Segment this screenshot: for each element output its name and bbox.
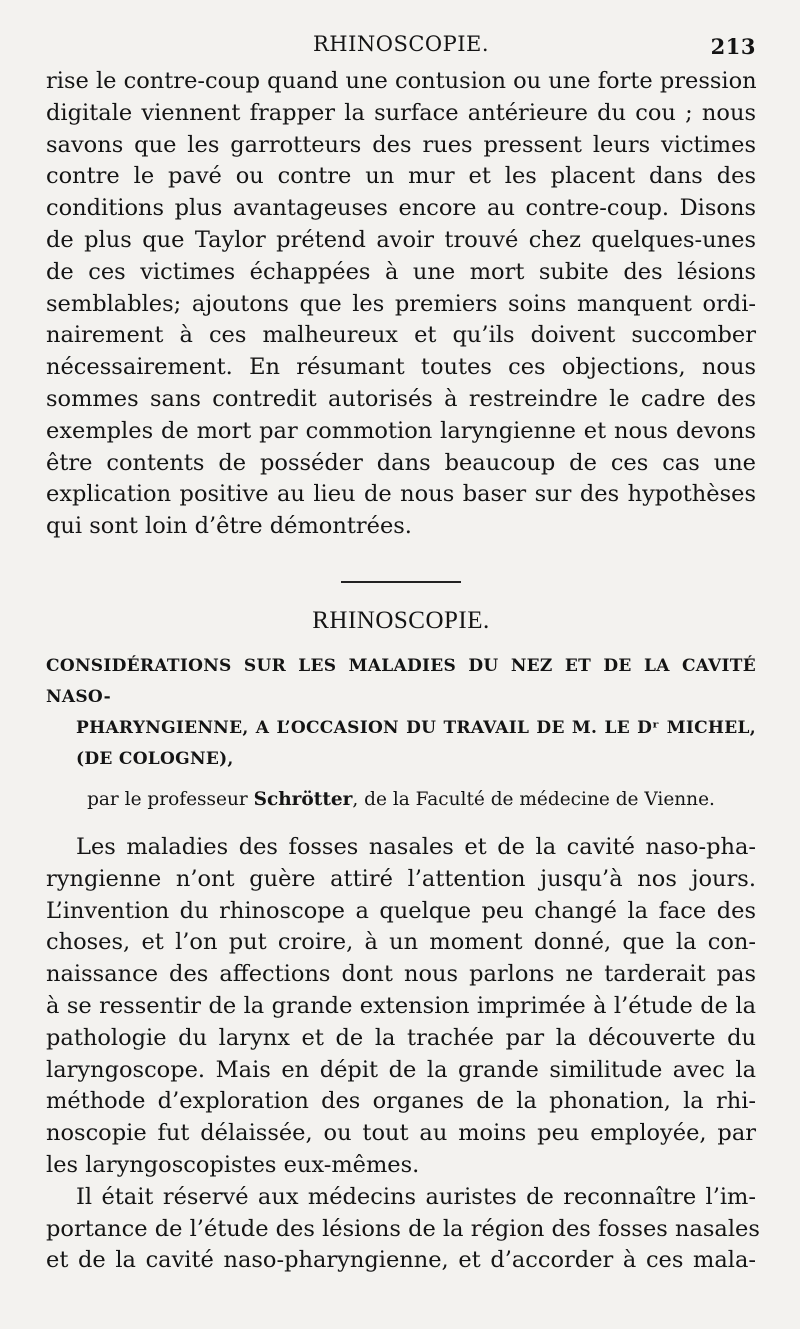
text-line: les laryngoscopistes eux-mêmes.: [46, 1151, 420, 1178]
text-line: explication positive au lieu de nous baser sur des hypothèses: [46, 481, 756, 508]
paragraph-continued: [46, 66, 756, 543]
text-line: Les maladies des fosses nasales et de la cavité naso-pha-: [76, 833, 756, 860]
subtitle-line: CONSIDÉRATIONS SUR LES MALADIES DU NEZ ET DE LA CAVITÉ NASO-: [46, 655, 756, 707]
paragraph: [46, 832, 756, 1182]
text-line: à se ressentir de la grande extension imprimée à l’étude de la: [46, 992, 756, 1019]
text-line: portance de l’étude des lésions de la région des fosses nasales: [46, 1215, 760, 1242]
text-line: de ces victimes échappées à une mort subite des lésions: [46, 258, 756, 285]
text-line: exemples de mort par commotion laryngienne et nous devons: [46, 417, 756, 444]
byline-prefix: par le professeur: [87, 788, 248, 810]
text-line: contre le pavé ou contre un mur et les placent dans des: [46, 163, 756, 190]
paragraph: [46, 1182, 760, 1277]
text-line: qui sont loin d’être démontrées.: [46, 513, 412, 540]
subtitle-line: PHARYNGIENNE, A L’OCCASION DU TRAVAIL DE M. LE Dʳ MICHEL,: [76, 717, 756, 738]
text-line: naissance des affections dont nous parlons ne tarderait pas: [46, 961, 756, 988]
text-line: semblables; ajoutons que les premiers soins manquent ordi-: [46, 290, 756, 317]
running-header: [46, 30, 756, 66]
text-line: savons que les garrotteurs des rues pressent leurs victimes: [46, 131, 756, 158]
section-title: RHINOSCOPIE.: [312, 606, 490, 634]
text-line: sommes sans contredit autorisés à restreindre le cadre des: [46, 385, 756, 412]
text-line: nécessairement. En résumant toutes ces objections, nous: [46, 354, 756, 381]
text-line: pathologie du larynx et de la trachée par la découverte du: [46, 1024, 756, 1051]
text-line: conditions plus avantageuses encore au contre-coup. Disons: [46, 195, 756, 222]
byline-affiliation: , de la Faculté de médecine de Vienne.: [352, 788, 715, 810]
text-line: être contents de posséder dans beaucoup de ces cas une: [46, 449, 756, 476]
text-line: choses, et l’on put croire, à un moment donné, que la con-: [46, 929, 756, 956]
text-line: nairement à ces malheureux et qu’ils doivent succomber: [46, 322, 756, 349]
subtitle-line: (DE COLOGNE),: [76, 748, 234, 769]
running-title: RHINOSCOPIE.: [312, 32, 490, 56]
text-line: et de la cavité naso-pharyngienne, et d’accorder à ces mala-: [46, 1247, 756, 1274]
byline: [46, 789, 756, 810]
text-line: méthode d’exploration des organes de la phonation, la rhi-: [46, 1088, 756, 1115]
text-line: rise le contre-coup quand une contusion ou une forte pression: [46, 68, 757, 94]
byline-author: Schrötter: [253, 788, 353, 810]
section-subtitle: [46, 651, 756, 775]
text-line: laryngoscope. Mais en dépit de la grande similitude avec la: [46, 1056, 756, 1083]
page-number: 213: [710, 34, 756, 59]
text-line: L’invention du rhinoscope a quelque peu changé la face des: [46, 897, 756, 924]
text-line: de plus que Taylor prétend avoir trouvé chez quelques-unes: [46, 226, 756, 253]
section-divider: [341, 581, 461, 583]
text-line: digitale viennent frapper la surface antérieure du cou ; nous: [46, 99, 756, 126]
text-line: noscopie fut délaissée, ou tout au moins peu employée, par: [46, 1120, 756, 1147]
text-line: ryngienne n’ont guère attiré l’attention jusqu’à nos jours.: [46, 865, 756, 892]
text-line: Il était réservé aux médecins auristes de reconnaître l’im-: [76, 1183, 756, 1210]
